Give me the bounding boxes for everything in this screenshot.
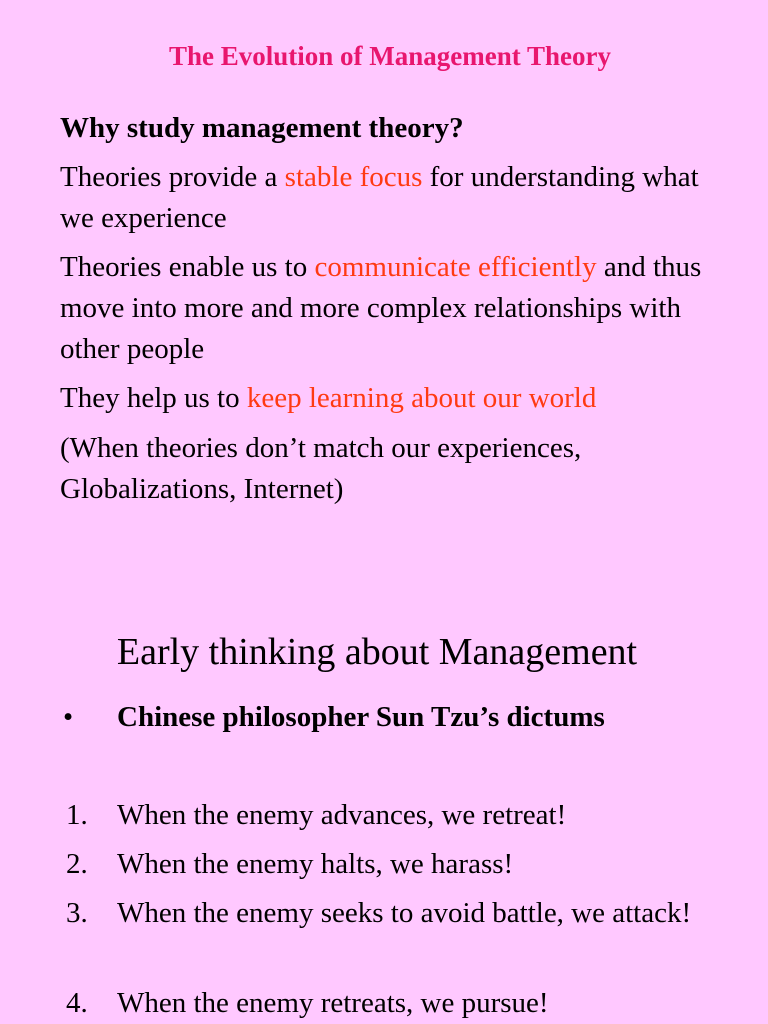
paragraph-keep-learning — [60, 378, 720, 419]
paragraph-text: Theories enable us to — [60, 251, 315, 283]
list-item: When the enemy retreats, we pursue! — [117, 987, 549, 1019]
paragraph-stable-focus — [60, 157, 720, 239]
list-number: 2. — [66, 848, 88, 880]
paragraph-text: for understanding what we experience — [60, 161, 699, 234]
why-study-question: Why study management theory? — [60, 112, 464, 144]
paragraph-communicate — [60, 247, 720, 370]
slide-title: The Evolution of Management Theory — [168, 41, 611, 71]
highlight-communicate-efficiently: communicate efficiently — [314, 251, 597, 283]
list-number: 3. — [66, 897, 88, 929]
list-item: When the enemy seeks to avoid battle, we attack! — [117, 897, 692, 929]
list-item: When the enemy halts, we harass! — [117, 848, 514, 880]
highlight-keep-learning: keep learning about our world — [246, 382, 597, 414]
highlight-stable-focus: stable focus — [284, 161, 423, 193]
paragraph-when-theories: (When theories don’t match our experiences, Globalizations, Internet) — [60, 432, 582, 505]
bullet-symbol: • — [63, 701, 74, 733]
paragraph-text: and thus move into more and more complex relationships with other people — [60, 251, 702, 365]
list-number: 1. — [66, 799, 88, 831]
list-item: When the enemy advances, we retreat! — [117, 799, 567, 831]
paragraph-text: They help us to — [60, 382, 247, 414]
bullet-sun-tzu: Chinese philosopher Sun Tzu’s dictums — [117, 701, 605, 733]
paragraph-text: Theories provide a — [60, 161, 285, 193]
early-thinking-heading: Early thinking about Management — [116, 631, 638, 673]
list-number: 4. — [66, 987, 88, 1019]
